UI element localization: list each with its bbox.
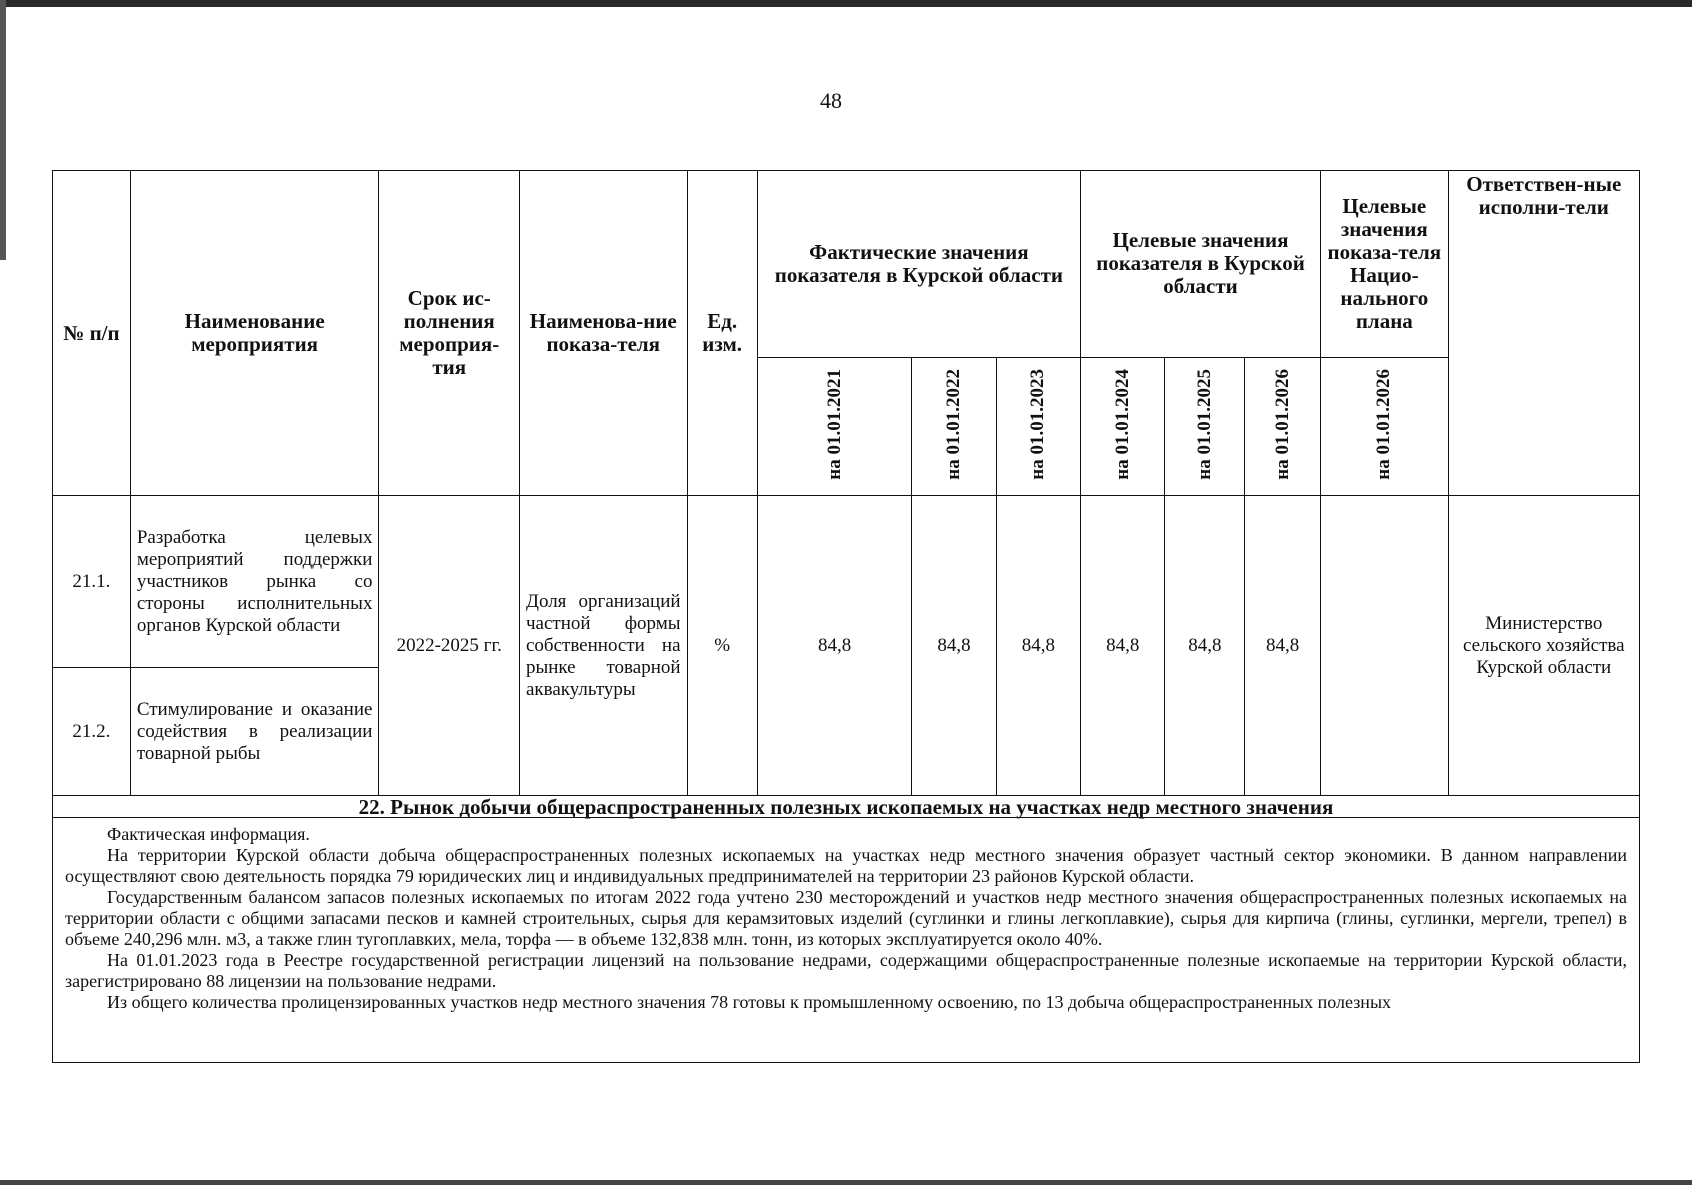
header-actual-values: Фактические значения показателя в Курской области bbox=[757, 171, 1080, 358]
header-date: на 01.01.2025 bbox=[1193, 368, 1215, 480]
header-event-name: Наименование мероприятия bbox=[130, 171, 379, 496]
value-cell: 84,8 bbox=[996, 496, 1080, 796]
deadline-cell: 2022-2025 гг. bbox=[379, 496, 520, 796]
paragraph: Фактическая информация. bbox=[107, 824, 310, 844]
value-cell: 84,8 bbox=[1245, 496, 1321, 796]
value-cell: 84,8 bbox=[1165, 496, 1245, 796]
header-date-cell bbox=[1081, 357, 1165, 495]
paragraph: Государственным балансом запасов полезных ископаемых по итогам 2022 года учтено 230 месторождений и участков недр местного значения общераспространенных полезных ископаемых на территории области с общими запасами песков и камней строительных, сырья для керамзитовых изделий (суглинки и глины легкоплавкие), сырья для кирпича (глины, суглинки, мергели, трепел) в объеме 240,296 млн. м3, а также глин тугоплавких, мела, торфа — в объеме 132,838 млн. тонн, из которых эксплуатируется около 40%. bbox=[65, 887, 1627, 949]
scan-edge-bottom bbox=[0, 1180, 1692, 1185]
header-num: № п/п bbox=[53, 171, 131, 496]
value-cell: 84,8 bbox=[1081, 496, 1165, 796]
header-date: на 01.01.2021 bbox=[823, 368, 845, 480]
header-date: на 01.01.2024 bbox=[1111, 368, 1133, 480]
measures-table bbox=[52, 170, 1640, 796]
paragraph: На территории Курской области добыча общераспространенных полезных ископаемых на участках недр местного значения образует частный сектор экономики. В данном направлении осуществляют свою деятельность порядка 79 юридических лиц и индивидуальных предпринимателей на территории 23 районов Курской области. bbox=[65, 845, 1627, 886]
header-date-cell bbox=[1245, 357, 1321, 495]
responsible-cell: Министерство сельского хозяйства Курской области bbox=[1448, 496, 1639, 796]
indicator-cell: Доля организаций частной формы собственности на рынке товарной аквакультуры bbox=[519, 496, 687, 796]
section-title: 22. Рынок добычи общераспространенных полезных ископаемых на участках недр местного значения bbox=[52, 796, 1640, 818]
scan-edge-left bbox=[0, 0, 6, 260]
paragraph: На 01.01.2023 года в Реестре государственной регистрации лицензий на пользование недрами, содержащими общераспространенные полезные ископаемые на территории Курской области, зарегистрировано 88 лицензии на пользование недрами. bbox=[65, 950, 1627, 991]
header-date: на 01.01.2022 bbox=[943, 368, 965, 480]
row-num: 21.2. bbox=[53, 668, 131, 796]
value-cell: 84,8 bbox=[912, 496, 996, 796]
row-event: Разработка целевых мероприятий поддержки участников рынка со стороны исполнительных органов Курской области bbox=[130, 496, 379, 668]
header-indicator-name: Наименова-ние показа-теля bbox=[519, 171, 687, 496]
section-body bbox=[52, 818, 1640, 1063]
value-cell: 84,8 bbox=[757, 496, 912, 796]
header-row-1 bbox=[53, 171, 1640, 358]
table-row bbox=[53, 496, 1640, 668]
header-responsible: Ответствен-ные исполни-тели bbox=[1448, 171, 1639, 496]
header-target-values: Целевые значения показателя в Курской области bbox=[1081, 171, 1321, 358]
header-unit: Ед. изм. bbox=[687, 171, 757, 496]
header-date-cell bbox=[912, 357, 996, 495]
paragraph: Из общего количества пролицензированных участков недр местного значения 78 готовы к промышленному освоению, по 13 добыча общераспространенных полезных bbox=[107, 992, 1392, 1012]
header-date: на 01.01.2026 bbox=[1373, 368, 1395, 480]
header-date-cell bbox=[757, 357, 912, 495]
page-number: 48 bbox=[820, 88, 842, 113]
header-date: на 01.01.2023 bbox=[1027, 368, 1049, 480]
header-date-cell bbox=[1165, 357, 1245, 495]
header-date-cell bbox=[996, 357, 1080, 495]
scan-edge-top bbox=[0, 0, 1692, 7]
header-national-plan: Целевые значения показа-теля Нацио-нального плана bbox=[1321, 171, 1449, 358]
header-date-cell bbox=[1321, 357, 1449, 495]
national-value-cell bbox=[1321, 496, 1449, 796]
header-date: на 01.01.2026 bbox=[1271, 368, 1293, 480]
row-num: 21.1. bbox=[53, 496, 131, 668]
unit-cell: % bbox=[687, 496, 757, 796]
header-deadline: Срок ис-полнения мероприя-тия bbox=[379, 171, 520, 496]
row-event: Стимулирование и оказание содействия в реализации товарной рыбы bbox=[130, 668, 379, 796]
